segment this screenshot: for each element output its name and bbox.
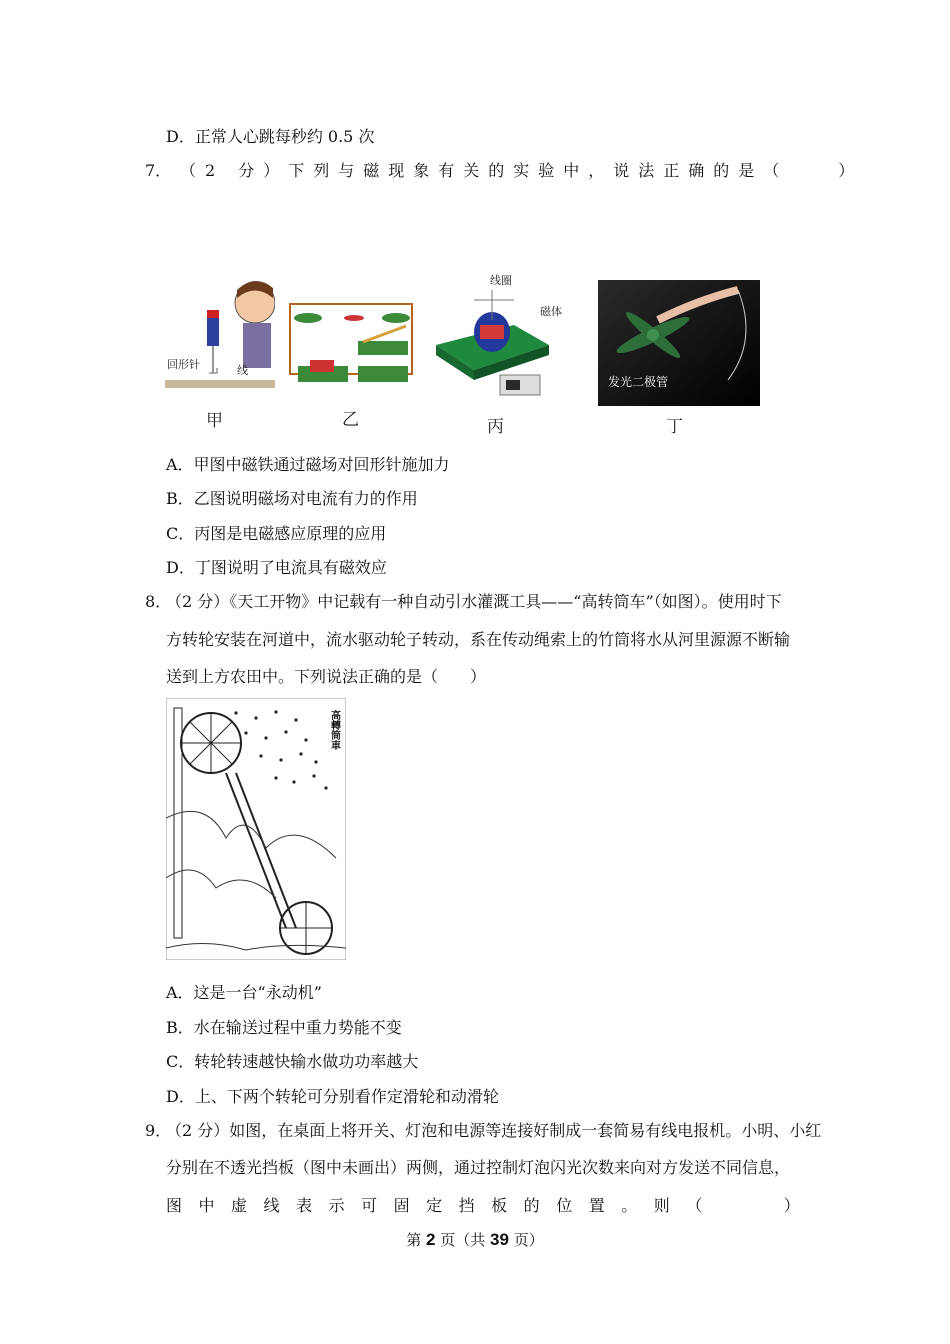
q9-char: 则 xyxy=(653,1196,670,1215)
q9-char: 线 xyxy=(263,1196,280,1215)
q9-char: 位 xyxy=(556,1196,573,1215)
q8-option-a: A．这是一台“永动机” xyxy=(166,983,322,1002)
footer-page-number: 2 xyxy=(426,1230,436,1249)
q7-caption-yi: 乙 xyxy=(342,410,359,430)
q8-stem-line-2: 方转轮安装在河道中，流水驱动轮子转动，系在传动绳索上的竹筒将水从河里源源不断输 xyxy=(166,630,791,649)
footer-suffix: 页） xyxy=(508,1231,544,1249)
q8-option-b: B．水在输送过程中重力势能不变 xyxy=(166,1018,402,1037)
q6-option-d: D．正常人心跳每秒约 0.5 次 xyxy=(166,127,375,146)
q7-label-magnet: 磁体 xyxy=(540,305,562,318)
q7-label-coil: 线圈 xyxy=(490,274,512,287)
q9-char: 挡 xyxy=(458,1196,475,1215)
q7-option-b: B．乙图说明磁场对电流有力的作用 xyxy=(166,489,418,508)
q7-option-a: A．甲图中磁铁通过磁场对回形针施加力 xyxy=(166,455,450,474)
q7-figure-jia xyxy=(165,268,275,398)
footer-total-pages: 39 xyxy=(490,1230,509,1249)
q9-char: 表 xyxy=(296,1196,313,1215)
q7-caption-ding: 丁 xyxy=(666,417,683,437)
q7-label-thread: 线 xyxy=(237,364,248,377)
q8-figure-title: 高轉筒車 xyxy=(328,710,340,750)
q9-char: 中 xyxy=(198,1196,215,1215)
q9-stem-line-1: （2 分）如图，在桌面上将开关、灯泡和电源等连接好制成一套简易有线电报机。小明、小红 xyxy=(166,1121,822,1140)
q8-stem-line-1: （2 分）《天工开物》中记载有一种自动引水灌溉工具——“高转筒车”（如图）。使用时下 xyxy=(166,592,782,611)
q9-stem-line-2: 分别在不透光挡板（图中未画出）两侧，通过控制灯泡闪光次数来向对方发送不同信息， xyxy=(166,1158,791,1177)
q9-char xyxy=(751,1196,767,1216)
q7-caption-bing: 丙 xyxy=(487,417,504,437)
q9-char: 定 xyxy=(426,1196,443,1215)
q8-option-c: C．转轮转速越快输水做功功率越大 xyxy=(166,1052,419,1071)
q7-figure-bing xyxy=(434,270,574,400)
q9-char: 固 xyxy=(393,1196,410,1215)
q7-number: 7． xyxy=(145,161,172,180)
page-footer xyxy=(0,1229,950,1250)
q7-label-paperclip: 回形针 xyxy=(167,358,200,371)
footer-prefix: 第 xyxy=(406,1231,427,1249)
q8-figure-waterwheel xyxy=(166,698,346,960)
q9-char: 可 xyxy=(361,1196,378,1215)
q9-number: 9． xyxy=(145,1121,172,1140)
q9-char: 的 xyxy=(523,1196,540,1215)
q7-figure-yi xyxy=(288,296,416,388)
q9-char xyxy=(719,1196,735,1216)
q8-stem-line-3: 送到上方农田中。下列说法正确的是（ ） xyxy=(166,667,487,686)
footer-middle: 页（共 xyxy=(435,1231,491,1249)
q7-stem: （2 分）下列与磁现象有关的实验中，说法正确的是（ ） xyxy=(180,161,864,180)
q9-stem-line-3 xyxy=(166,1196,800,1216)
q9-char: 。 xyxy=(621,1196,638,1215)
q9-char: 置 xyxy=(588,1196,605,1215)
q9-char: 板 xyxy=(491,1196,508,1215)
q9-char: （ xyxy=(686,1196,703,1215)
q7-figure-ding xyxy=(598,280,760,406)
q7-label-led: 发光二极管 xyxy=(608,375,669,389)
q8-number: 8． xyxy=(145,592,172,611)
q9-char: 图 xyxy=(166,1196,183,1215)
q8-option-d: D．上、下两个转轮可分别看作定滑轮和动滑轮 xyxy=(166,1087,499,1106)
q7-option-d: D．丁图说明了电流具有磁效应 xyxy=(166,558,387,577)
q7-caption-jia: 甲 xyxy=(206,411,223,431)
q9-char: ） xyxy=(783,1196,800,1215)
q9-char: 示 xyxy=(328,1196,345,1215)
q7-option-c: C．丙图是电磁感应原理的应用 xyxy=(166,524,387,543)
q9-char: 虚 xyxy=(231,1196,248,1215)
